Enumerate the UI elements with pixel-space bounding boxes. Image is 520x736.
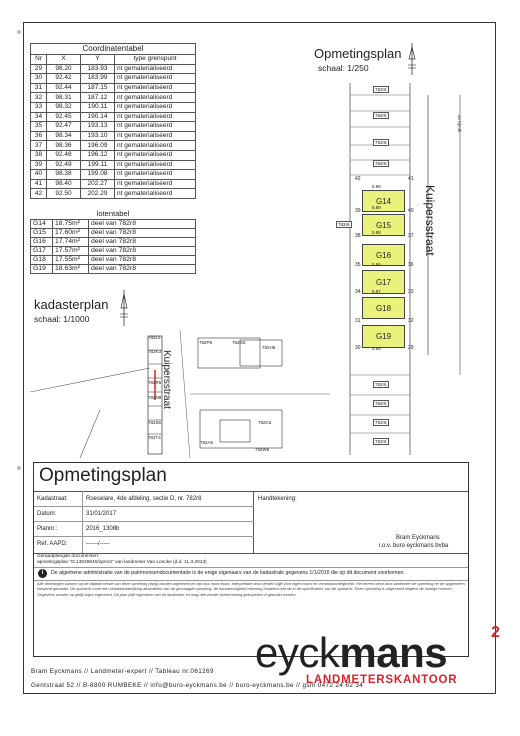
handtekening-label: Handtekening:	[258, 496, 297, 502]
neighbor-label: 782r6	[375, 382, 387, 387]
table-cell: 183.99	[81, 74, 115, 84]
table-row	[31, 170, 196, 180]
logo-text-bold: mans	[339, 629, 448, 676]
parcel-g14: G14	[362, 190, 405, 212]
table-cell: 17.74m²	[53, 238, 89, 247]
lot-table-title: lotentabel	[96, 209, 130, 218]
parcel-g18: G18	[362, 297, 405, 319]
table-cell: 98.20	[47, 64, 81, 74]
logo-subtitle: LANDMETERSKANTOOR	[306, 674, 458, 686]
parcel-label: 782H8	[262, 345, 276, 350]
table-cell: deel van 782r8	[89, 256, 196, 265]
table-cell: 92.48	[47, 150, 81, 160]
docs-value: opmetingsplan "D.13036640/opm/2" van landmeter Van Loncke (d.d. 11.3.2013)	[37, 560, 207, 565]
table-row	[31, 141, 196, 151]
table-cell: 40	[31, 170, 47, 180]
opmetingsplan-title: Opmetingsplan	[314, 46, 402, 61]
table-cell: deel van 782r8	[89, 229, 196, 238]
ref-value: ------/-----	[86, 541, 110, 547]
signer-name: Bram Eyckmans	[396, 535, 440, 541]
table-cell: 29	[31, 64, 47, 74]
parcel-label: 782C6	[258, 420, 272, 425]
table-row	[31, 238, 196, 247]
table-cell: 42	[31, 189, 47, 199]
logo-superscript: 2	[491, 624, 500, 641]
docs-label: Geraadpleegde documenten:	[37, 554, 100, 559]
point-number: 34	[355, 289, 361, 295]
parcel-g15: G15	[362, 214, 405, 236]
table-row	[31, 112, 196, 122]
table-cell: 17.57m²	[53, 247, 89, 256]
table-row	[31, 83, 196, 93]
table-cell: 190.11	[81, 102, 115, 112]
datum-value: 31/01/2017	[86, 511, 117, 517]
company-logo	[255, 629, 448, 676]
neighbor-label: 782r8	[375, 161, 387, 166]
point-number: 40	[408, 208, 414, 214]
coordinate-table	[30, 43, 196, 199]
table-cell: nt gematerialiseerd	[115, 122, 196, 132]
table-row	[31, 64, 196, 74]
table-cell: deel van 782r8	[89, 265, 196, 274]
point-number: 42	[355, 176, 361, 182]
logo-text-light: eyck	[255, 629, 340, 676]
parcel-label: 782A5	[200, 440, 214, 445]
point-number: 35	[355, 262, 361, 268]
table-cell: 190.14	[81, 112, 115, 122]
table-cell: nt gematerialiseerd	[115, 112, 196, 122]
table-cell: 98.36	[47, 141, 81, 151]
parcel-label: 782P8	[199, 340, 213, 345]
point-number: 30	[355, 345, 361, 351]
side-label: 782r8	[338, 222, 350, 227]
table-row	[31, 256, 196, 265]
table-cell: nt gematerialiseerd	[115, 102, 196, 112]
parcel-g19: G19	[362, 325, 405, 348]
footer-line-1: Bram Eyckmans // Landmeter-expert // Tableau nr.061269	[31, 668, 214, 675]
table-cell: 39	[31, 160, 47, 170]
table-cell: 92.44	[47, 83, 81, 93]
table-cell: 34	[31, 112, 47, 122]
table-cell: nt gematerialiseerd	[115, 74, 196, 84]
table-cell: 199.11	[81, 160, 115, 170]
table-cell: nt gematerialiseerd	[115, 141, 196, 151]
table-cell: 196.09	[81, 141, 115, 151]
table-cell: 98.32	[47, 102, 81, 112]
table-cell: G17	[31, 247, 53, 256]
signer-org: i.o.v. buro eyckmans bvba	[379, 543, 449, 549]
table-cell: 92.50	[47, 189, 81, 199]
table-row	[31, 150, 196, 160]
dimension-label: 5.89	[372, 205, 381, 210]
parcel-g16: G16	[362, 244, 405, 266]
coordinate-table-header: Nr X Y type grenspunt	[31, 55, 196, 65]
parcel-label: 782K3	[148, 349, 162, 354]
table-row	[31, 93, 196, 103]
table-cell: 202.27	[81, 179, 115, 189]
parcel-label: 782G6	[232, 340, 246, 345]
neighbor-label: 782r8	[375, 401, 387, 406]
point-number: 31	[355, 318, 361, 324]
footer-line-2: Gentstraat 52 // B-8800 RUMBEKE // info@buro-eyckmans.be // buro-eyckmans.be // gsm 0472 24 62 34	[31, 682, 364, 689]
table-cell: nt gematerialiseerd	[115, 189, 196, 199]
table-cell: 196.12	[81, 150, 115, 160]
ref-label: Ref. AAPD:	[37, 541, 68, 547]
parcel-label: 782L5	[148, 335, 161, 340]
street-label: Kuipersstraat	[161, 350, 172, 409]
table-cell: 31	[31, 83, 47, 93]
dimension-label: 5.90	[372, 184, 381, 189]
table-row	[31, 160, 196, 170]
point-number: 32	[408, 318, 414, 324]
neighbor-label: 782r8	[375, 140, 387, 145]
table-cell: G19	[31, 265, 53, 274]
coordinate-table-title: Coordinatentabel	[31, 44, 196, 55]
table-cell: G16	[31, 238, 53, 247]
punch-hole	[17, 466, 21, 470]
dimension-label: 5.86	[372, 262, 381, 267]
dimension-label: 5.86	[372, 346, 381, 351]
table-cell: nt gematerialiseerd	[115, 131, 196, 141]
table-row	[31, 74, 196, 84]
table-cell: 18.63m²	[53, 265, 89, 274]
table-cell: 98.40	[47, 179, 81, 189]
table-row	[31, 247, 196, 256]
table-cell: 193.10	[81, 131, 115, 141]
parcel-g17: G17	[362, 270, 405, 294]
table-cell: nt gematerialiseerd	[115, 179, 196, 189]
table-cell: 32	[31, 93, 47, 103]
table-cell: nt gematerialiseerd	[115, 150, 196, 160]
table-cell: 38	[31, 150, 47, 160]
table-cell: 98.38	[47, 170, 81, 180]
table-cell: nt gematerialiseerd	[115, 93, 196, 103]
notice-text: De algemene administratie van de patrimoniumdocumentatie is de enige eigenaars van de kadastrale gegevens 1/1/2016 die op dit document voorkomen.	[51, 570, 405, 576]
table-cell: 41	[31, 179, 47, 189]
table-row	[31, 229, 196, 238]
table-cell: 98.31	[47, 93, 81, 103]
plannr-label: Plannr.:	[37, 526, 58, 532]
table-row	[31, 179, 196, 189]
svg-text:as Kjmlb: as Kjmlb	[457, 115, 462, 133]
table-cell: 183.93	[81, 64, 115, 74]
table-cell: 17.55m²	[53, 256, 89, 265]
title-block	[33, 462, 469, 657]
table-cell: G18	[31, 256, 53, 265]
neighbor-label: 782r8	[375, 113, 387, 118]
table-cell: 92.49	[47, 160, 81, 170]
kadasterplan-title: kadasterplan	[34, 297, 109, 312]
table-cell: 187.15	[81, 83, 115, 93]
table-row	[31, 189, 196, 199]
opmetingsplan-scale: schaal: 1/250	[318, 63, 369, 73]
point-number: 38	[355, 233, 361, 239]
dimension-label: 5.87	[372, 289, 381, 294]
table-cell: nt gematerialiseerd	[115, 170, 196, 180]
table-row	[31, 265, 196, 274]
table-cell: 187.12	[81, 93, 115, 103]
table-cell: 33	[31, 102, 47, 112]
lot-table	[30, 219, 196, 274]
neighbor-label: 782r8	[375, 420, 387, 425]
table-cell: 30	[31, 74, 47, 84]
table-cell: deel van 782r8	[89, 247, 196, 256]
table-cell: 92.47	[47, 122, 81, 132]
datum-label: Datum:	[37, 511, 57, 517]
parcel-label: 782W6	[255, 447, 270, 452]
kadastraat-label: Kadastraat:	[37, 496, 68, 502]
point-number: 29	[408, 345, 414, 351]
north-arrow-icon	[406, 43, 418, 75]
table-cell: 17.60m²	[53, 229, 89, 238]
table-row	[31, 131, 196, 141]
kadasterplan-drawing	[30, 330, 330, 458]
kadasterplan-scale: schaal: 1/1000	[34, 314, 90, 324]
parcel-label: 782R6	[148, 380, 162, 385]
table-cell: nt gematerialiseerd	[115, 160, 196, 170]
table-cell: G14	[31, 220, 53, 229]
table-cell: 37	[31, 141, 47, 151]
table-cell: 92.42	[47, 74, 81, 84]
parcel-label: 782T4	[148, 435, 161, 440]
neighbor-label: 782r8	[375, 439, 387, 444]
title-block-heading: Opmetingsplan	[39, 465, 167, 486]
opmetingsplan-drawing	[330, 75, 470, 460]
table-row	[31, 220, 196, 229]
table-cell: 36	[31, 131, 47, 141]
disclaimer-text: Alle afmetingen kunnen op de digitale versie van deze opmeting (dwg) worden afgelezen en zijn dus nooit exact. Interpretatie door derden blijft voor eigen risico en verantwoordelijkheid. Het terrein werd door landmeter de opmeting en de opgemeten toestand gemaakt. De opdracht moet een standaardafwijking afhandelen van de gevraagde opmeting, de nauwkeurigheid rekening houdend met de in de specificaties van de opdracht. Deze opmeting is uitgevoerd volgens de huidige normen. Gegevens worden op gelijk wijze ingevoerd. Dit plan blijft eigendom van de landmeter en mag niet zonder toestemming gekopieerd of gebruikt worden.	[37, 581, 465, 597]
neighbor-label: 782r6	[375, 87, 387, 92]
kadastraat-value: Roeselare, 4de afdeling, sectie D, nr. 782r8	[86, 496, 202, 502]
punch-hole	[17, 30, 21, 34]
parcel-label: 782S6	[148, 420, 162, 425]
table-cell: 193.13	[81, 122, 115, 132]
table-row	[31, 102, 196, 112]
table-cell: 18.75m²	[53, 220, 89, 229]
point-number: 39	[355, 208, 361, 214]
plannr-value: 2016_1308b	[86, 526, 120, 532]
point-number: 37	[408, 233, 414, 239]
info-icon: i	[38, 569, 47, 578]
street-label: Kuipersstraat	[423, 185, 437, 256]
table-row	[31, 122, 196, 132]
table-cell: 98.34	[47, 131, 81, 141]
table-cell: 199.08	[81, 170, 115, 180]
table-cell: 202.29	[81, 189, 115, 199]
table-cell: nt gematerialiseerd	[115, 64, 196, 74]
north-arrow-icon	[118, 290, 130, 326]
table-cell: nt gematerialiseerd	[115, 83, 196, 93]
table-cell: 92.45	[47, 112, 81, 122]
table-cell: deel van 782r8	[89, 238, 196, 247]
point-number: 36	[408, 262, 414, 268]
parcel-label: 782N8	[148, 395, 162, 400]
dimension-label: 5.88	[372, 230, 381, 235]
table-cell: 35	[31, 122, 47, 132]
point-number: 41	[408, 176, 414, 182]
table-cell: G15	[31, 229, 53, 238]
table-cell: deel van 782r8	[89, 220, 196, 229]
point-number: 33	[408, 289, 414, 295]
